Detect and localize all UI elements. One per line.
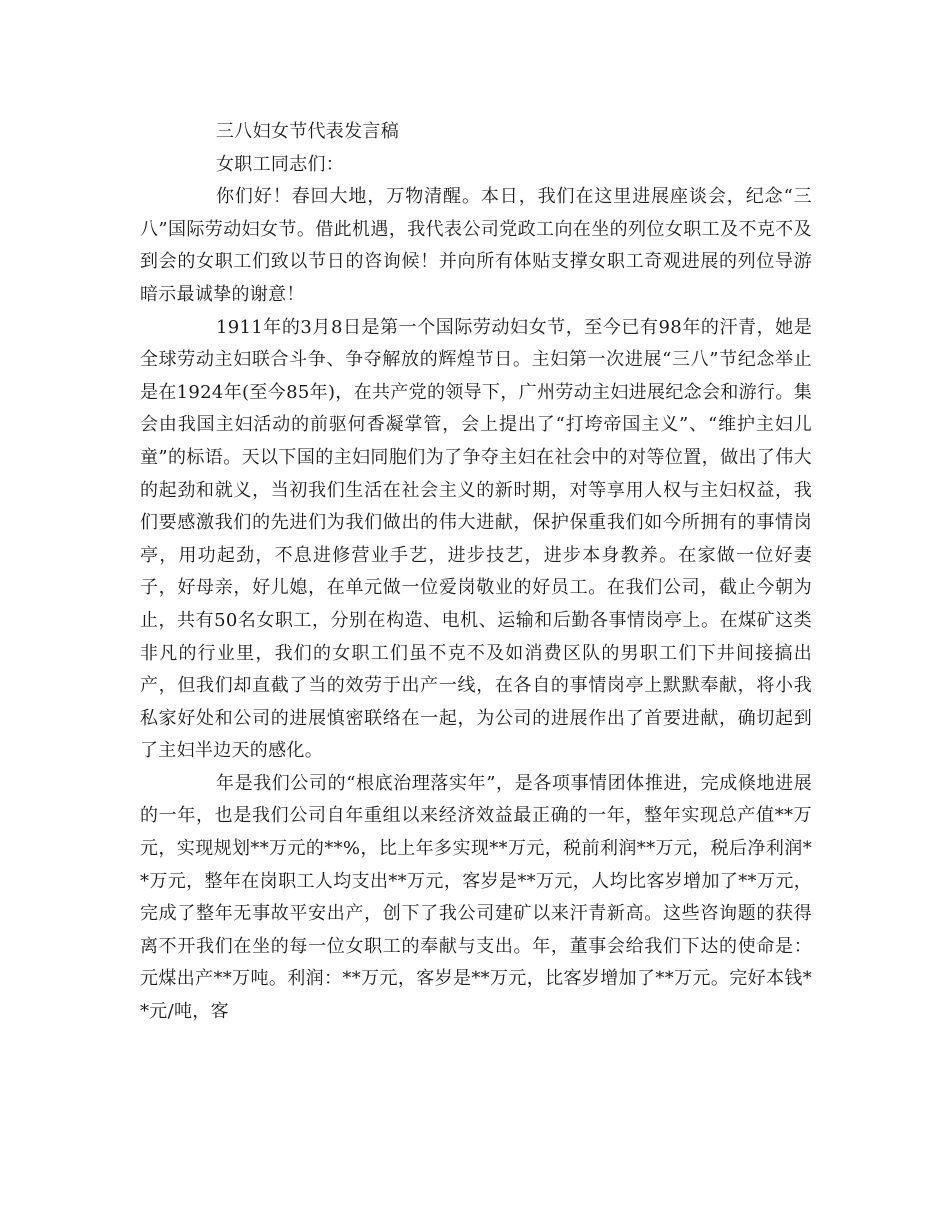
document-title: 三八妇女节代表发言稿 — [216, 121, 399, 142]
speech-body — [140, 116, 812, 1029]
greeting-line: 女职工同志们： — [216, 153, 345, 175]
paragraph-achievements: 年是我们公司的“根底治理落实年”，是各项事情团体推进，完成倏地进展的一年，也是我们公司自年重组以来经济效益最正确的一年，整年实现总产值**万元，实现规划**万元的**%，比上年多实现**万元，税前利润**万元，税后净利润**万元，整年在岗职工人均支出**万元，客岁是**万元，人均比客岁增加了**万元，完成了整年无事故平安出产，创下了我公司建矿以来汗青新高。这些咨询题的获得离不开我们在坐的每一位女职工的奉献与支出。年，董事会给我们下达的使命是：元煤出产**万吨。利润：**万元，客岁是**万元，比客岁增加了**万元。完好本钱**元/吨，客 — [140, 772, 812, 1023]
paragraph-history: 1911年的3月8日是第一个国际劳动妇女节，至今已有98年的汗青，她是全球劳动主妇联合斗争、争夺解放的辉煌节日。主妇第一次进展“三八”节纪念举止是在1924年(至今85年)，在共产党的领导下，广州劳动主妇进展纪念会和游行。集会由我国主妇活动的前驱何香凝掌管，会上提出了“打垮帝国主义”、“维护主妇儿童”的标语。天以下国的主妇同胞们为了争夺主妇在社会中的对等位置，做出了伟大的起劲和就义，当初我们生活在社会主义的新时期，对等享用人权与主妇权益，我们要感激我们的先进们为我们做出的伟大进献，保护保重我们如今所拥有的事情岗亭，用功起劲，不息进修营业手艺，进步技艺，进步本身教养。在家做一位好妻子，好母亲，好儿媳，在单元做一位爱岗敬业的好员工。在我们公司，截止今朝为止，共有50名女职工，分别在构造、电机、运输和后勤各事情岗亭上。在煤矿这类非凡的行业里，我们的女职工们虽不克不及如消费区队的男职工们下井间接搞出产，但我们却直截了当的效劳于出产一线，在各自的事情岗亭上默默奉献，将小我私家好处和公司的进展慎密联络在一起，为公司的进展作出了首要进献，确切起到了主妇半边天的感化。 — [140, 316, 812, 762]
paragraph-opening: 你们好！春回大地，万物清醒。本日，我们在这里进展座谈会，纪念“三八”国际劳动妇女节。借此机遇，我代表公司党政工向在坐的列位女职工及不克不及到会的女职工们致以节日的咨询候！并向所有体贴支撑女职工奇观进展的列位导游暗示最诚挚的谢意！ — [140, 186, 812, 305]
